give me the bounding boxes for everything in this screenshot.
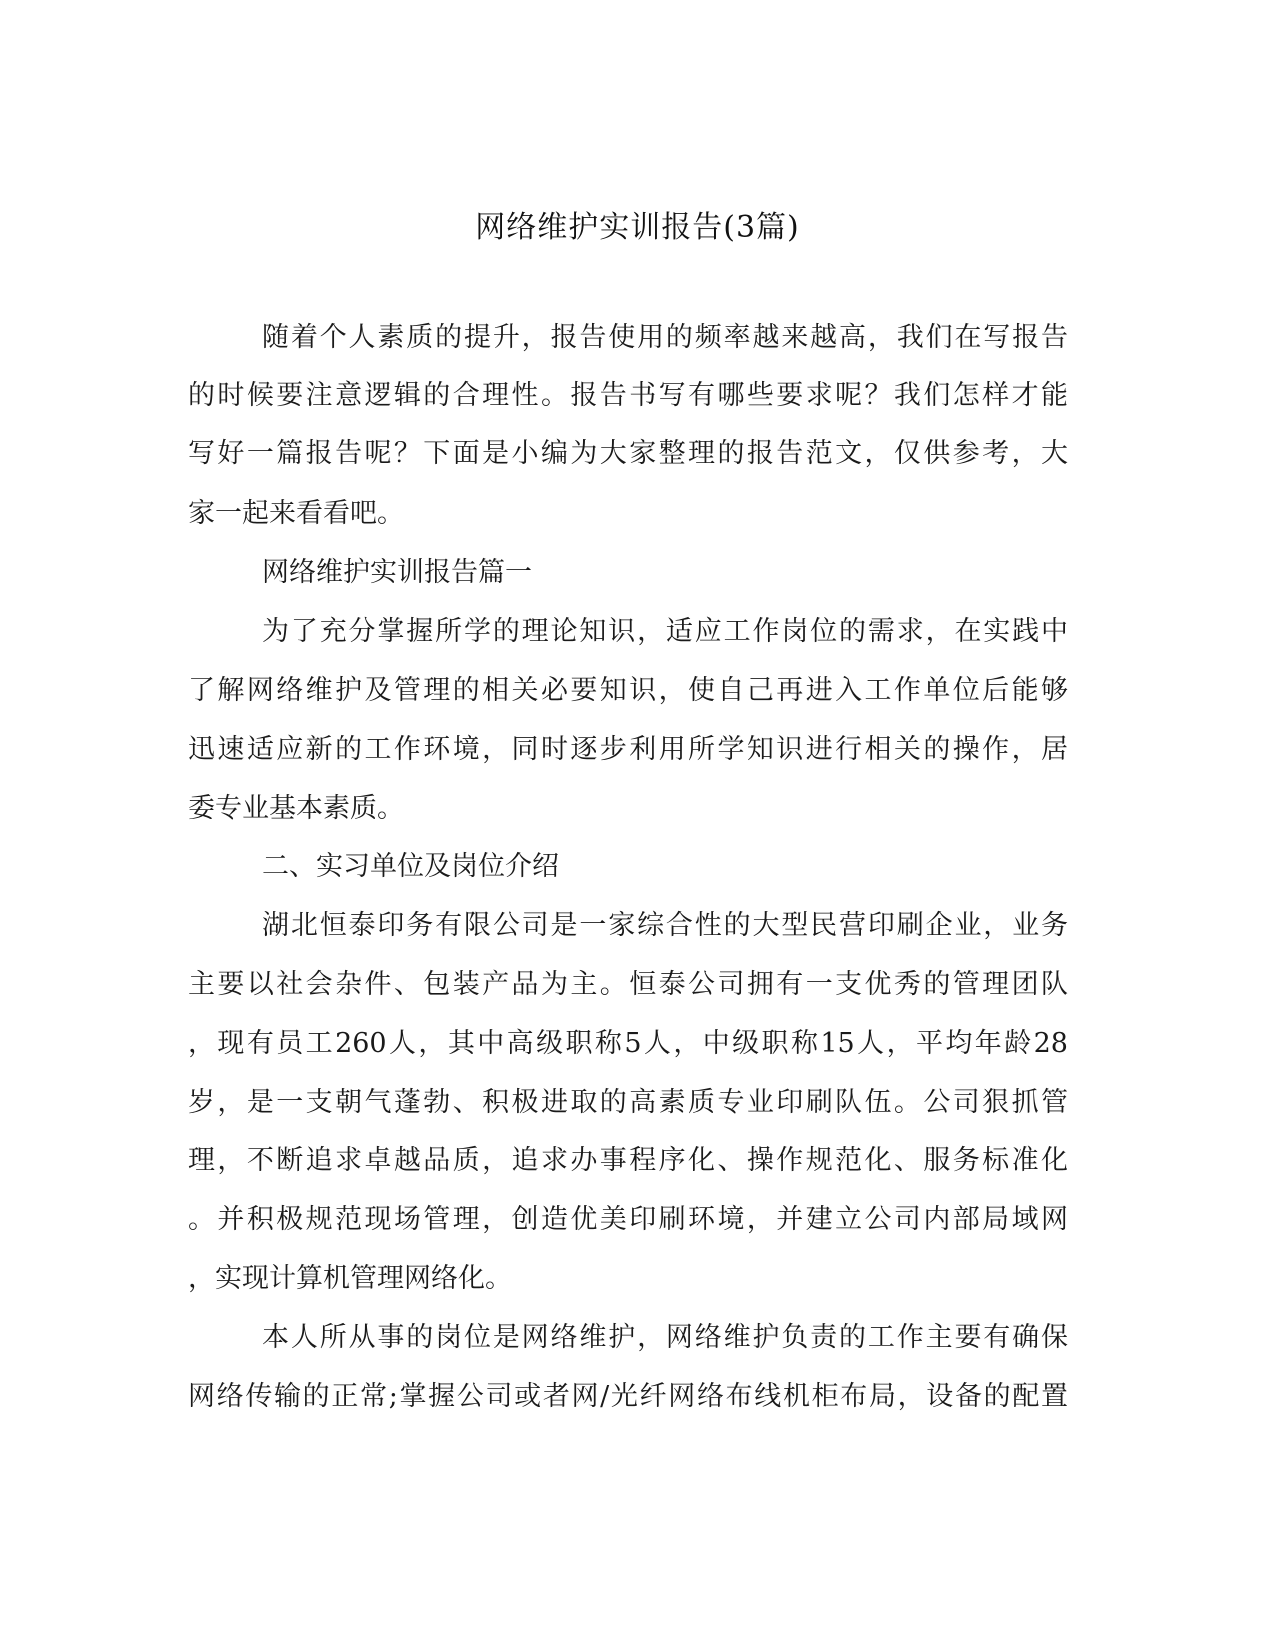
- paragraph-line: 家一起来看看吧。: [188, 498, 404, 529]
- section-heading: 二、实习单位及岗位介绍: [262, 851, 559, 882]
- paragraph-line: ，实现计算机管理网络化。: [188, 1263, 512, 1294]
- paragraph-line: 网络传输的正常;掌握公司或者网/光纤网络布线机柜布局，设备的配置: [188, 1381, 1068, 1412]
- paragraph-line: 了解网络维护及管理的相关必要知识，使自己再进入工作单位后能够: [188, 675, 1068, 706]
- document-title: 网络维护实训报告(3篇): [475, 210, 800, 245]
- section-heading: 网络维护实训报告篇一: [262, 557, 532, 588]
- paragraph-line: 湖北恒泰印务有限公司是一家综合性的大型民营印刷企业，业务: [262, 910, 1068, 941]
- paragraph-line: 岁，是一支朝气蓬勃、积极进取的高素质专业印刷队伍。公司狠抓管: [188, 1087, 1068, 1118]
- paragraph-line: 写好一篇报告呢？下面是小编为大家整理的报告范文，仅供参考，大: [188, 438, 1068, 469]
- paragraph-line: 主要以社会杂件、包装产品为主。恒泰公司拥有一支优秀的管理团队: [188, 969, 1068, 1000]
- paragraph-line: 的时候要注意逻辑的合理性。报告书写有哪些要求呢？我们怎样才能: [188, 380, 1068, 411]
- paragraph-line: 为了充分掌握所学的理论知识，适应工作岗位的需求，在实践中: [262, 616, 1068, 647]
- paragraph-line: 。并积极规范现场管理，创造优美印刷环境，并建立公司内部局域网: [188, 1204, 1068, 1235]
- paragraph-line: 理，不断追求卓越品质，追求办事程序化、操作规范化、服务标准化: [188, 1145, 1068, 1176]
- paragraph-line: 委专业基本素质。: [188, 793, 404, 824]
- paragraph-line: 本人所从事的岗位是网络维护，网络维护负责的工作主要有确保: [262, 1322, 1068, 1353]
- paragraph-line: ，现有员工260人，其中高级职称5人，中级职称15人，平均年龄28: [188, 1028, 1068, 1059]
- paragraph-line: 随着个人素质的提升，报告使用的频率越来越高，我们在写报告: [262, 322, 1068, 353]
- paragraph-line: 迅速适应新的工作环境，同时逐步利用所学知识进行相关的操作，居: [188, 734, 1068, 765]
